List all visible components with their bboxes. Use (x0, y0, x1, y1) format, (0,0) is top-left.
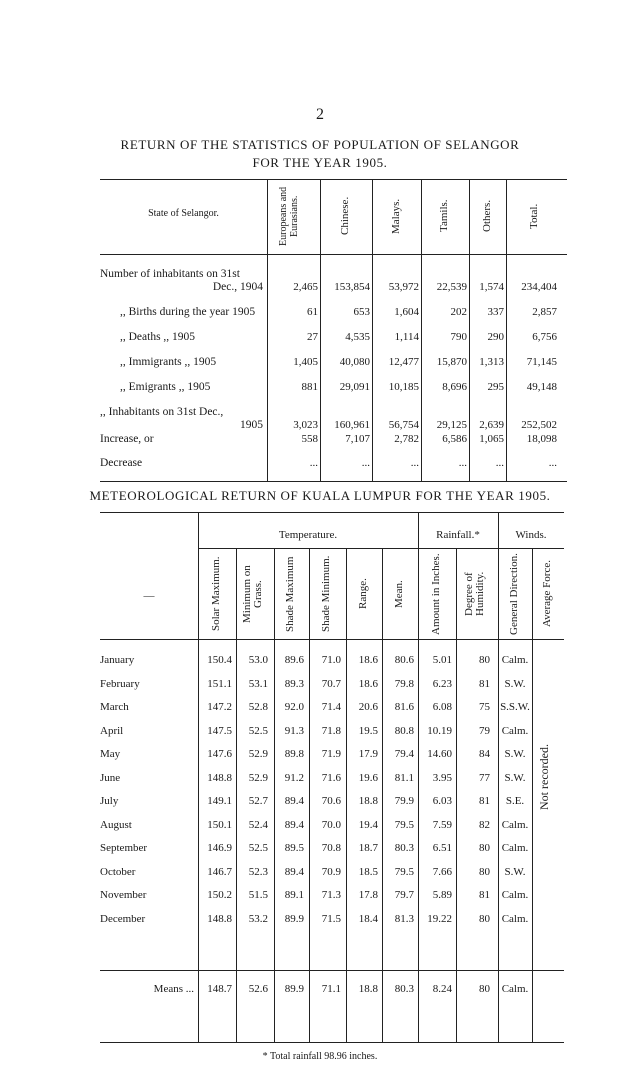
table-cell: 6,756 (532, 331, 557, 343)
meteorological-title: METEOROLOGICAL RETURN OF KUALA LUMPUR FOR THE YEAR 1905. (89, 488, 551, 503)
header-bottom-rule (100, 254, 567, 255)
table-cell: 148.8 (207, 912, 232, 925)
table-cell: 6.08 (432, 701, 452, 713)
column-header: Solar Maximum. (209, 556, 222, 632)
table-cell: 89.4 (284, 865, 304, 878)
table-cell: 7.59 (432, 818, 452, 831)
table-cell: 82 (479, 818, 490, 831)
table-cell: 337 (487, 306, 504, 318)
table-cell: 790 (450, 331, 467, 343)
means-cell: 71.1 (321, 983, 341, 995)
wind-direction-cell: S.W. (504, 865, 526, 878)
table-cell: 71.9 (321, 748, 341, 760)
table-cell: 29,091 (339, 381, 370, 393)
table-cell: 75 (479, 701, 490, 713)
table-cell: 14.60 (427, 748, 452, 760)
table-cell: 91.3 (284, 724, 304, 737)
row-label: ,, Inhabitants on 31st Dec., (100, 406, 224, 418)
means-cell: 8.24 (432, 983, 452, 995)
wind-direction-cell: Calm. (501, 912, 529, 925)
table-cell: 7.66 (432, 865, 452, 878)
footnote: * Total rainfall 98.96 inches. (262, 1051, 378, 1062)
table-bottom-rule (100, 481, 567, 482)
table-cell: 71.4 (321, 701, 341, 713)
not-recorded-note: Not recorded. (537, 744, 551, 810)
table-cell: 15,870 (436, 356, 467, 368)
table-cell: 202 (450, 306, 467, 318)
table-cell: 147.5 (207, 724, 232, 737)
row-label: ,, Deaths ,, 1905 (120, 331, 196, 343)
table-cell: 5.01 (432, 654, 452, 666)
means-cell: 148.7 (207, 983, 232, 995)
table-cell: 52.9 (248, 748, 268, 760)
table-cell: 17.8 (358, 889, 378, 901)
table-cell: 10,185 (388, 381, 419, 393)
column-header: Tamils. (438, 199, 450, 233)
table-cell: 6.03 (432, 795, 452, 807)
table-cell: 80 (479, 912, 490, 925)
table-cell: 18.7 (358, 842, 378, 854)
table-cell: 71.3 (321, 889, 341, 901)
row-label: ,, Immigrants ,, 1905 (120, 356, 217, 368)
month-label: April (100, 724, 124, 737)
column-header: Minimum on Grass. (241, 565, 264, 623)
table-cell: 40,080 (339, 356, 370, 368)
table-cell: 79.9 (394, 795, 414, 807)
table-cell: 150.1 (207, 818, 232, 831)
table-cell: 19.6 (358, 771, 378, 784)
table-cell: 290 (487, 331, 504, 343)
table-cell: 8,696 (442, 381, 467, 393)
wind-direction-cell: S.W. (504, 771, 526, 784)
row-label: Increase, or (100, 433, 154, 445)
table-cell: 160,961 (334, 419, 370, 431)
table-bottom-rule (100, 1042, 564, 1043)
table-cell: 1,604 (394, 306, 419, 318)
column-header: Total. (528, 203, 540, 229)
table-cell: 79.5 (394, 865, 414, 878)
table-cell: 4,535 (345, 331, 370, 343)
table-cell: 17.9 (358, 748, 378, 760)
wind-direction-cell: Calm. (501, 654, 529, 666)
table-cell: 80 (479, 865, 490, 878)
table-cell: ... (361, 457, 370, 469)
table-cell: 3,023 (293, 419, 318, 431)
table-cell: 79.5 (394, 818, 414, 831)
table-cell: 51.5 (248, 889, 268, 901)
table-cell: 79 (479, 724, 490, 737)
wind-direction-cell: Calm. (501, 842, 529, 854)
table-cell: 18.6 (358, 677, 378, 690)
table-cell: 18.6 (358, 654, 378, 666)
table-cell: 79.4 (394, 748, 414, 760)
table-cell: 52.4 (248, 818, 268, 831)
means-label: Means ... (153, 983, 194, 995)
table-cell: 49,148 (526, 381, 557, 393)
table-cell: ... (495, 457, 504, 469)
table-cell: 558 (301, 433, 318, 445)
table-cell: 56,754 (388, 419, 419, 431)
table-cell: 53.1 (248, 677, 268, 690)
table-cell: 84 (479, 748, 490, 760)
month-label: June (100, 771, 121, 784)
table-cell: 12,477 (388, 356, 419, 368)
month-label: February (100, 677, 140, 690)
table-cell: ... (458, 457, 467, 469)
table-cell: 22,539 (436, 281, 467, 293)
table-cell: 80.8 (394, 724, 414, 737)
table-cell: 7,107 (345, 433, 370, 445)
wind-direction-cell: S.W. (504, 748, 526, 760)
table-cell: 53,972 (388, 281, 419, 293)
table-cell: 27 (307, 331, 318, 343)
column-header: Range. (356, 578, 369, 610)
table-cell: 6.23 (432, 677, 452, 690)
table-cell: 881 (301, 381, 318, 393)
wind-direction-cell: S.S.W. (500, 701, 530, 713)
table-cell: 18.4 (358, 912, 378, 925)
column-header: Amount in Inches. (429, 553, 442, 635)
table-cell: 80 (479, 654, 490, 666)
table-cell: 70.7 (321, 677, 341, 690)
table-top-rule (100, 179, 567, 180)
table-cell: 52.8 (248, 701, 268, 713)
table-cell: 146.9 (207, 842, 232, 854)
table-cell: 89.3 (284, 677, 304, 690)
row-label: Number of inhabitants on 31st (100, 268, 240, 280)
table-cell: 52.3 (248, 865, 268, 878)
row-label: ,, Emigrants ,, 1905 (120, 381, 211, 393)
wind-direction-cell: Calm. (501, 724, 529, 737)
table-cell: 18.5 (358, 865, 378, 878)
table-cell: 148.8 (207, 771, 232, 784)
table-cell: 150.2 (207, 889, 232, 901)
table-cell: 53.2 (248, 912, 268, 925)
means-cell: Calm. (501, 983, 529, 995)
column-rule (532, 548, 533, 1042)
column-header: Shade Minimum. (320, 555, 332, 633)
row-label: ,, Births during the year 1905 (120, 306, 256, 318)
table-cell: 89.1 (284, 889, 304, 901)
means-cell: 18.8 (358, 983, 378, 995)
table-cell: 71.6 (321, 771, 341, 784)
table-cell: 2,639 (479, 419, 504, 431)
month-label: October (100, 865, 136, 878)
column-header: Shade Maximum (284, 556, 296, 632)
table-cell: 80 (479, 842, 490, 854)
month-label: January (100, 654, 135, 666)
table-cell: 89.9 (284, 912, 304, 925)
table-cell: 146.7 (207, 865, 232, 878)
table-cell: 295 (487, 381, 504, 393)
table-cell: ... (410, 457, 419, 469)
table-cell: 18,098 (526, 433, 557, 445)
table-cell: 70.8 (321, 842, 341, 854)
wind-direction-cell: S.E. (505, 795, 525, 807)
table-cell: 19.22 (427, 912, 452, 925)
table-cell: 252,502 (521, 419, 557, 431)
group-header-temperature: Temperature. (278, 529, 338, 541)
row-label-cont: Dec., 1904 (212, 281, 263, 293)
table-cell: 2,782 (394, 433, 419, 445)
table-cell: 79.7 (394, 889, 414, 901)
table-cell: 71.8 (321, 724, 341, 737)
table-cell: 147.2 (207, 701, 232, 713)
column-header: General Direction. (507, 553, 520, 635)
month-label: May (100, 748, 121, 760)
table-cell: 53.0 (248, 654, 268, 666)
table-cell: 1,114 (394, 331, 419, 343)
table-cell: ... (548, 457, 557, 469)
table-cell: 150.4 (207, 654, 232, 666)
table-cell: 653 (353, 306, 370, 318)
group-header-rule (198, 548, 564, 549)
table-cell: 10.19 (427, 724, 452, 737)
wind-direction-cell: Calm. (501, 889, 529, 901)
table-cell: 6,586 (442, 433, 467, 445)
month-label: July (100, 795, 119, 807)
state-header: State of Selangor. (148, 208, 219, 219)
table-cell: 89.8 (284, 748, 304, 760)
table-cell: 89.5 (284, 842, 304, 854)
column-header: Degree of Humidity. (463, 571, 486, 617)
stub-header: — (143, 590, 155, 602)
table-cell: 79.8 (394, 677, 414, 690)
group-header-rainfall: Rainfall.* (436, 529, 480, 541)
month-label: December (100, 912, 146, 925)
table-cell: 92.0 (284, 701, 304, 713)
table-cell: 52.5 (248, 724, 268, 737)
table-cell: 3.95 (432, 771, 452, 784)
table-cell: 1,313 (479, 356, 504, 368)
means-top-rule (100, 970, 564, 971)
month-label: August (100, 818, 132, 831)
table-cell: 71,145 (526, 356, 557, 368)
column-header: Others. (480, 199, 493, 233)
table-cell: 153,854 (334, 281, 370, 293)
table-top-rule (100, 512, 564, 513)
wind-direction-cell: Calm. (501, 818, 529, 831)
table-cell: 70.6 (321, 795, 341, 807)
table-cell: 71.0 (321, 654, 341, 666)
table-cell: 81 (479, 795, 490, 807)
population-subtitle: FOR THE YEAR 1905. (252, 155, 388, 170)
table-cell: 2,465 (293, 281, 318, 293)
month-label: November (100, 889, 147, 901)
table-cell: 91.2 (284, 771, 304, 784)
table-cell: 81 (479, 677, 490, 690)
table-cell: 147.6 (207, 748, 232, 760)
table-cell: 1,574 (479, 281, 504, 293)
table-cell: 81 (479, 889, 490, 901)
table-cell: 151.1 (207, 677, 232, 690)
month-label: March (100, 701, 129, 713)
means-cell: 52.6 (248, 983, 268, 995)
table-cell: 19.4 (358, 818, 378, 831)
table-cell: 89.6 (284, 654, 304, 666)
wind-direction-cell: S.W. (504, 677, 526, 690)
table-cell: 71.5 (321, 912, 341, 925)
table-cell: 52.7 (248, 795, 268, 807)
table-cell: 149.1 (207, 795, 232, 807)
table-cell: 5.89 (432, 889, 452, 901)
column-header: Europeans and Eurasians. (277, 186, 300, 246)
table-cell: 52.5 (248, 842, 268, 854)
month-label: September (100, 842, 148, 854)
page-number: 2 (316, 106, 324, 123)
table-cell: 52.9 (248, 771, 268, 784)
header-bottom-rule (100, 639, 564, 640)
group-header-winds: Winds. (515, 529, 547, 541)
column-header: Mean. (392, 580, 405, 608)
table-cell: 81.3 (394, 912, 414, 925)
table-cell: 89.4 (284, 818, 304, 831)
table-cell: ... (309, 457, 318, 469)
table-cell: 20.6 (358, 701, 378, 713)
table-cell: 70.9 (321, 865, 341, 878)
population-title: RETURN OF THE STATISTICS OF POPULATION OF SELANGOR (120, 137, 520, 152)
table-cell: 81.1 (394, 771, 414, 784)
table-cell: 29,125 (436, 419, 467, 431)
column-header: Chinese. (339, 196, 351, 236)
means-cell: 89.9 (284, 983, 304, 995)
table-cell: 234,404 (521, 281, 557, 293)
row-label-cont: 1905 (240, 419, 263, 431)
table-cell: 70.0 (321, 818, 341, 831)
column-header: Malays. (389, 198, 402, 234)
table-cell: 89.4 (284, 795, 304, 807)
means-cell: 80 (479, 983, 490, 995)
table-cell: 1,065 (479, 433, 504, 445)
table-cell: 81.6 (394, 701, 414, 713)
table-cell: 1,405 (293, 356, 318, 368)
table-cell: 80.3 (394, 842, 414, 854)
table-cell: 18.8 (358, 795, 378, 807)
table-cell: 80.6 (394, 654, 414, 666)
table-cell: 77 (479, 771, 490, 784)
table-cell: 19.5 (358, 724, 378, 737)
table-cell: 2,857 (532, 306, 557, 318)
table-cell: 6.51 (432, 842, 452, 854)
column-header: Average Force. (540, 560, 553, 628)
row-label: Decrease (100, 457, 143, 469)
table-cell: 61 (307, 306, 318, 318)
means-cell: 80.3 (394, 983, 414, 995)
